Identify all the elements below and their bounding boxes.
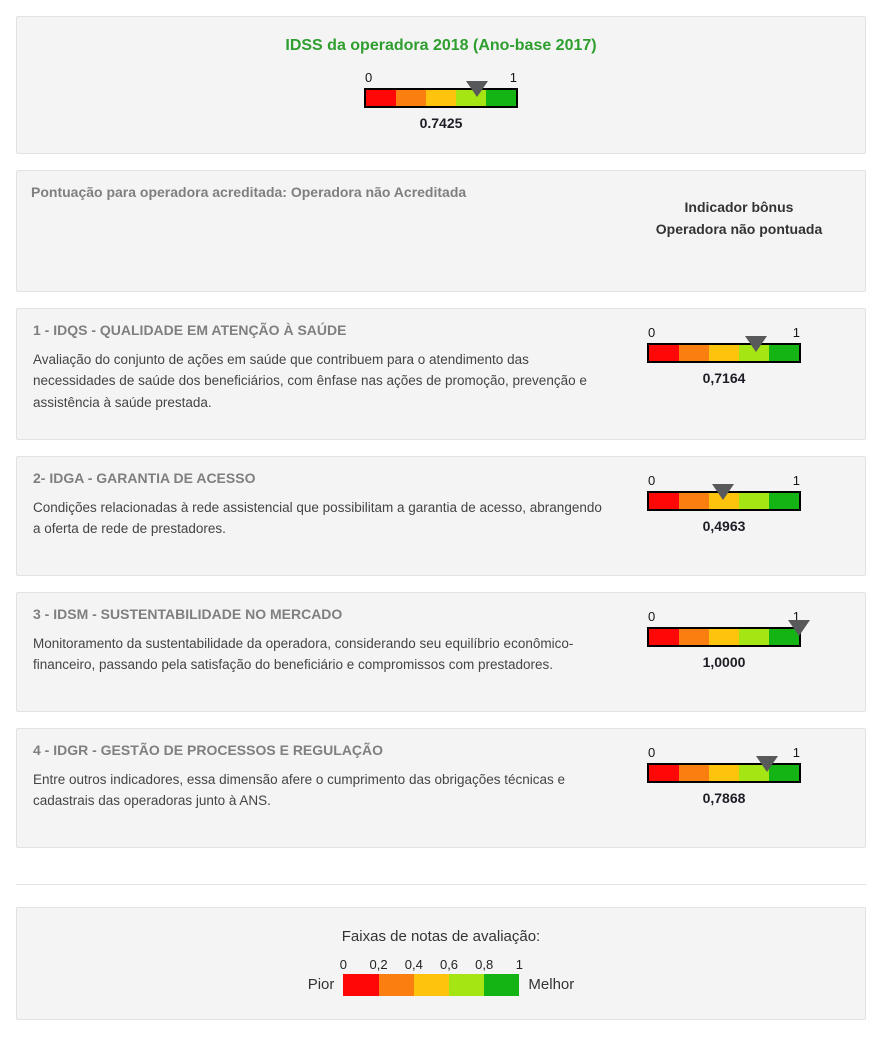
gauge-min-label: 0 [648,472,656,488]
gauge-max-label: 1 [792,472,800,488]
idqs-value: 0,7164 [702,370,746,386]
gauge-scale-labels [364,70,518,85]
legend-tick: 0,8 [475,956,494,972]
legend-best-label: Melhor [528,975,575,993]
dimension-title: 3 - IDSM - SUSTENTABILIDADE NO MERCADO [33,605,343,622]
legend-scale [17,957,865,996]
scale-segment [426,90,456,106]
scale-segment [739,629,769,645]
idss-gauge [364,70,518,131]
scale-segment [769,493,799,509]
scale-segment [679,765,709,781]
accreditation-heading: Pontuação para operadora acreditada: Operadora não Acreditada [31,184,467,200]
bonus-indicator-block [627,196,851,241]
legend-title: Faixas de notas de avaliação: [341,927,541,945]
legend-tick: 0,4 [404,956,423,972]
idss-summary-panel [16,16,866,154]
idgr-gauge [647,745,801,806]
dimension-description: Entre outros indicadores, essa dimensão afere o cumprimento das obrigações técnicas e cadastrais das operadoras junto à ANS. [33,771,566,809]
scale-segment [379,974,414,996]
gauge-marker-icon [756,756,778,772]
dimension-panel-idqs [16,308,866,440]
bonus-indicator-status: Operadora não pontuada [655,221,823,238]
gauge-scale-labels [647,325,801,340]
dimension-description: Monitoramento da sustentabilidade da operadora, considerando seu equilíbrio econômico-financeiro, passando pela satisfação do beneficiário e compromissos com prestadores. [33,635,574,673]
scale-segment [414,974,449,996]
dimension-panel-idsm [16,592,866,712]
scale-segment [449,974,484,996]
gauge-bar [364,88,518,108]
dimension-text [31,606,606,685]
scale-segment [649,345,679,361]
gauge-min-label: 0 [648,744,656,760]
legend-worst-label: Pior [307,975,335,993]
idqs-gauge [647,325,801,386]
legend-tick: 0,6 [439,956,459,972]
dimension-panel-idgr [16,728,866,848]
dimension-text [31,470,606,549]
scale-segment [679,629,709,645]
scale-segment [484,974,519,996]
gauge-marker-icon [466,81,488,97]
dimension-description: Condições relacionadas à rede assistencial que possibilitam a garantia de acesso, abrangendo a oferta de rede de prestadores. [33,499,602,537]
bonus-indicator-title: Indicador bônus [684,199,794,215]
dimension-text [31,742,606,821]
gauge-marker-icon [745,336,767,352]
scale-segment [396,90,426,106]
scale-segment [649,765,679,781]
gauge-bar [647,343,801,363]
dimension-text [31,322,606,413]
gauge-bar [647,491,801,511]
gauge-min-label: 0 [648,325,656,340]
gauge-min-label: 0 [365,70,373,85]
legend-tick: 1 [515,956,524,972]
idga-value: 0,4963 [702,517,746,534]
dimension-title: 2- IDGA - GARANTIA DE ACESSO [33,469,256,486]
page-title: IDSS da operadora 2018 (Ano-base 2017) [285,37,597,54]
scale-segment [709,765,739,781]
gauge-min-label: 0 [648,608,656,624]
dimension-title: 4 - IDGR - GESTÃO DE PROCESSOS E REGULAÇÃO [33,741,384,758]
dimension-title: 1 - IDQS - QUALIDADE EM ATENÇÃO À SAÚDE [33,322,347,338]
scale-segment [486,90,516,106]
gauge-marker-icon [788,620,810,636]
dimension-description: Avaliação do conjunto de ações em saúde que contribuem para o atendimento das necessidades de saúde dos beneficiários, com ênfase nas ações de promoção, prevenção e assistência à saúde prestada. [33,352,587,410]
scale-segment [739,493,769,509]
gauge-max-label: 1 [509,70,517,85]
scale-segment [679,493,709,509]
scale-segment [709,345,739,361]
legend-tick: 0,2 [369,956,388,972]
scale-segment [679,345,709,361]
scale-segment [366,90,396,106]
scale-segment [709,629,739,645]
scale-segment [343,974,378,996]
dimension-gauge-area [647,470,801,549]
dimension-gauge-area [647,606,801,685]
idga-gauge [647,473,801,534]
idsm-gauge [647,609,801,670]
legend-tick-labels [339,956,524,974]
legend-bar-block [339,956,524,996]
accreditation-panel [16,170,866,292]
section-divider [16,884,866,885]
gauge-max-label: 1 [792,325,800,340]
dimension-panel-idga [16,456,866,576]
scale-segment [649,493,679,509]
legend-tick: 0 [339,956,348,972]
gauge-bar [647,627,801,647]
gauge-scale-labels [647,609,801,624]
gauge-bar [647,763,801,783]
legend-color-bar [343,974,519,996]
gauge-marker-icon [712,484,734,500]
dimension-gauge-area [647,322,801,413]
dimension-gauge-area [647,742,801,821]
idsm-value: 1,0000 [702,653,746,670]
scale-segment [769,345,799,361]
legend-panel [16,907,866,1020]
idgr-value: 0,7868 [702,789,746,806]
idss-value: 0.7425 [419,115,463,131]
scale-segment [649,629,679,645]
gauge-max-label: 1 [792,744,800,760]
gauge-max-label: 1 [792,608,800,624]
